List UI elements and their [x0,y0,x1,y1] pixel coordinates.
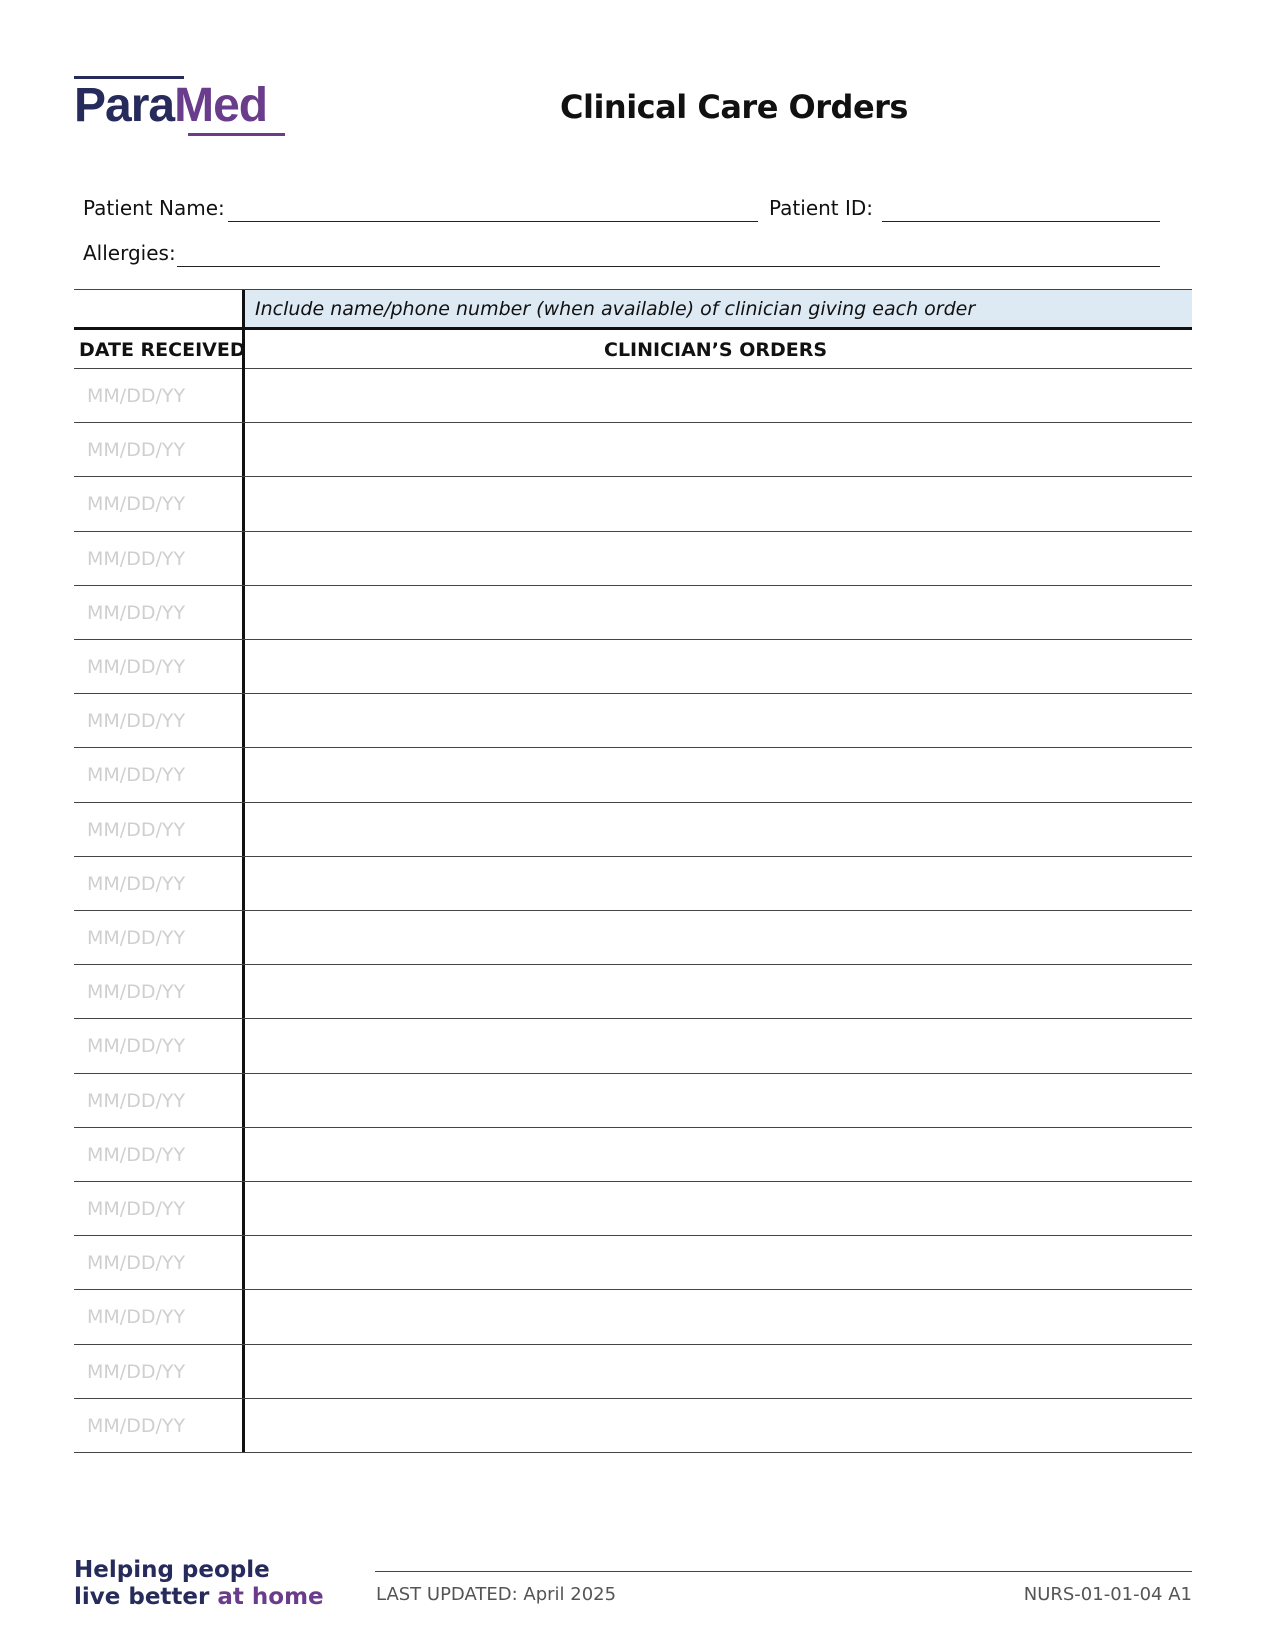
logo-med-text: Med [174,79,268,132]
clinician-order-field[interactable] [245,1019,1190,1075]
clinician-order-field[interactable] [245,1345,1190,1401]
clinician-order-field[interactable] [245,965,1190,1021]
tagline [74,1557,324,1611]
logo-wordmark [74,80,267,132]
date-received-field[interactable]: MM/DD/YY [87,764,186,787]
logo-bottom-rule [188,133,285,136]
form-code: NURS-01-01-04 A1 [1023,1584,1192,1605]
patient-name-field[interactable] [228,221,758,222]
clinician-order-field[interactable] [245,532,1190,588]
table-row [74,1399,1192,1456]
table-row [74,965,1192,1022]
table-row [74,1236,1192,1293]
tagline-line-1: Helping people [74,1557,270,1583]
clinician-order-field[interactable] [245,748,1190,804]
table-row [74,1182,1192,1239]
date-received-field[interactable]: MM/DD/YY [87,1414,186,1437]
table-row [74,586,1192,643]
instruction-note-cell [243,290,1192,330]
patient-id-label: Patient ID: [769,196,874,220]
table-row [74,1290,1192,1347]
table-row [74,1128,1192,1185]
date-received-field[interactable]: MM/DD/YY [87,1198,186,1220]
clinician-order-field[interactable] [245,803,1190,859]
tagline-line-2 [74,1584,324,1611]
patient-name-label: Patient Name: [83,196,225,220]
clinician-order-field[interactable] [245,857,1190,913]
table-row [74,1345,1192,1402]
table-row [74,1074,1192,1131]
table-row [74,477,1192,534]
patient-id-field[interactable] [882,221,1160,222]
date-received-field[interactable]: MM/DD/YY [87,1252,186,1275]
page-title: Clinical Care Orders [560,88,908,126]
date-received-field[interactable]: MM/DD/YY [87,385,186,407]
date-received-field[interactable]: MM/DD/YY [87,656,186,678]
date-received-field[interactable]: MM/DD/YY [87,1035,186,1058]
date-received-field[interactable]: MM/DD/YY [87,872,186,895]
allergies-label: Allergies: [83,241,176,265]
date-received-field[interactable]: MM/DD/YY [87,547,186,570]
date-received-field[interactable]: MM/DD/YY [87,927,186,949]
clinician-order-field[interactable] [245,1182,1190,1238]
date-received-field[interactable]: MM/DD/YY [87,1306,186,1329]
tagline-line-2-start: live better [74,1584,218,1610]
clinician-order-field[interactable] [245,640,1190,696]
clinician-order-field[interactable] [245,477,1190,533]
date-received-field[interactable]: MM/DD/YY [87,1089,186,1112]
clinician-order-field[interactable] [245,423,1190,479]
paramed-logo [74,76,286,138]
tagline-at-home: at home [217,1584,324,1610]
instruction-note: Include name/phone number (when available) of clinician giving each order [255,298,976,320]
footer-rule [375,1571,1192,1572]
table-row [74,803,1192,860]
date-received-field[interactable]: MM/DD/YY [87,981,186,1004]
date-received-field[interactable]: MM/DD/YY [87,601,186,624]
last-updated: LAST UPDATED: April 2025 [376,1584,617,1605]
clinician-order-field[interactable] [245,1399,1190,1455]
clinician-order-field[interactable] [245,911,1190,967]
date-received-header: DATE RECEIVED [79,339,246,361]
row-rule [74,1452,1192,1453]
clinician-order-field[interactable] [245,694,1190,750]
table-row [74,694,1192,751]
clinician-order-field[interactable] [245,369,1190,425]
table-row [74,369,1192,426]
clinician-order-field[interactable] [245,586,1190,642]
table-row [74,857,1192,914]
date-received-field[interactable]: MM/DD/YY [87,1360,186,1383]
clinician-order-field[interactable] [245,1290,1190,1346]
logo-para-text: Para [74,79,175,132]
date-received-field[interactable]: MM/DD/YY [87,710,186,733]
table-row [74,423,1192,480]
clinician-order-field[interactable] [245,1074,1190,1130]
clinician-order-field[interactable] [245,1236,1190,1292]
clinician-order-field[interactable] [245,1128,1190,1184]
clinicians-orders-header: CLINICIAN’S ORDERS [604,339,828,361]
table-row [74,748,1192,805]
date-received-field[interactable]: MM/DD/YY [87,1143,186,1166]
date-received-field[interactable]: MM/DD/YY [87,818,186,841]
allergies-field[interactable] [177,266,1160,267]
date-received-field[interactable]: MM/DD/YY [87,439,186,462]
table-row [74,640,1192,697]
table-row [74,1019,1192,1076]
table-row [74,532,1192,589]
table-row [74,911,1192,968]
date-received-field[interactable]: MM/DD/YY [87,493,186,516]
